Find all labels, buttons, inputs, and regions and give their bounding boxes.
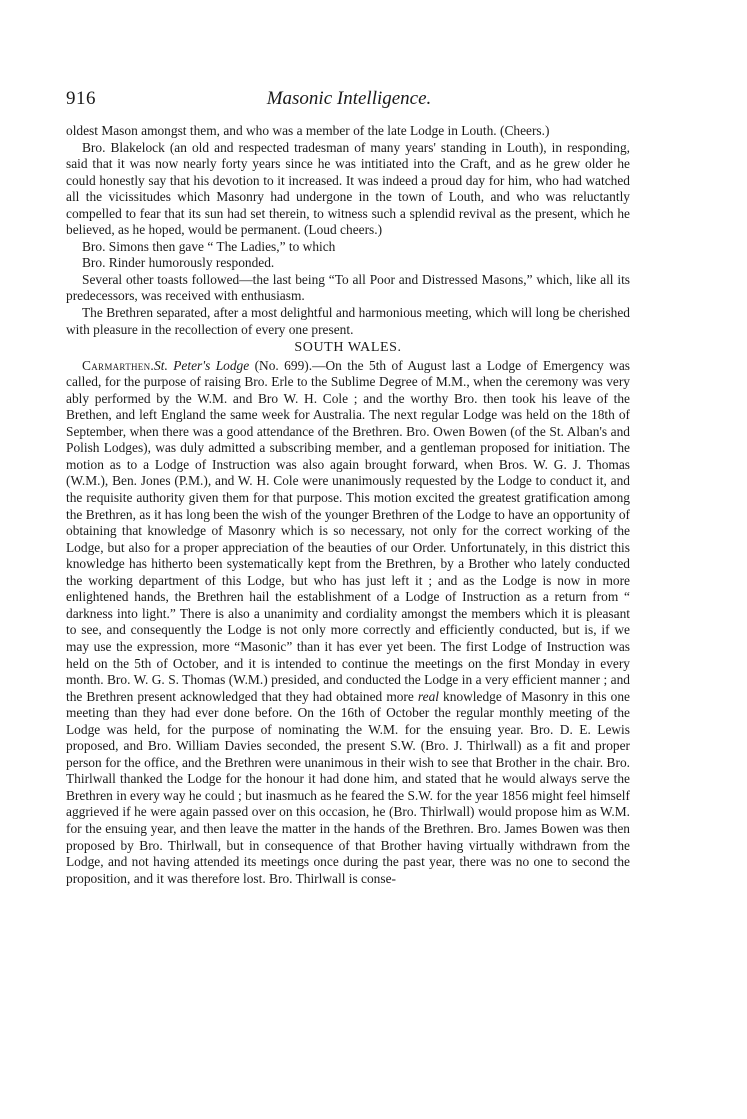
paragraph: Bro. Rinder humorously responded.: [82, 255, 275, 271]
lodge-name: St. Peter's Lodge: [154, 357, 250, 373]
emphasis-text: real: [417, 688, 439, 704]
section-text-end: knowledge of Masonry in this one meeting than they had ever done before. On the 16th of October the regular monthly meeting of the Lodge was held, for the purpose of nominating the W.M. for the ensuing year. Bro. D. E. Lewis proposed, and Bro. William Davies seconded, the present S.W. (Bro. J. Thirlwall) as a fit and proper person for the office, and the Brethren were unanimous in their wish to see that Brother in the chair. Bro. Thirlwall thanked the Lodge for the honour it had done him, and stated that he would always serve the Brethren in every way he could ; but inasmuch as he feared the S.W. for the year 1856 might feel himself aggrieved if he were again passed over on this occasion, he (Bro. Thirlwall) would propose him as W.M. for the ensuing year, and then leave the matter in the hands of the Brethren. Bro. James Bowen was then proposed by Bro. Thirlwall, but in consequence of that Brother having virtually withdrawn from the Lodge, and not having attended its meetings once during the past year, there was no one to second the proposition, and it was therefore lost. Bro. Thirlwall is conse-: [66, 688, 630, 886]
section-text: (No. 699).—On the 5th of August last a Lodge of Emergency was called, for the purpose of raising Bro. Erle to the Sublime Degree of M.M., when the ceremony was very ably performed by the W.M. and Bro W. H. Cole ; and the worthy Bro. then took his leave of the Brethen, and left England the same week for Australia. The next regular Lodge was held on the 18th of September, when there was a good attendance of the Brethren. Bro. Owen Bowen (of the St. Alban's and Polish Lodges), was duly admitted a subscribing member, and a gentleman proposed for initiation. The motion as to a Lodge of Instruction was also again brought forward, when Bros. W. G. J. Thomas (W.M.), Ben. Jones (P.M.), and W. H. Cole were unanimously requested by the Lodge to conduct it, and the requisite authority given them for that purpose. This motion excited the greatest gratification among the Brethren, as it has long been the wish of the younger Brethren of the Lodge to have an opportunity of obtaining that knowledge of Masonry which is so necessary, not only for the correct working of the Lodge, but also for a proper appreciation of the beauties of our Order. Unfortunately, in this district this knowledge has hitherto been systematically kept from the Brethren, by a Brother who lately conducted the working department of this Lodge, but who has just left it ; and as the Lodge is now in more enlightened hands, the Brethren hail the establishment of a Lodge of Instruction as a return from “ darkness into light.” There is also a unanimity and cordiality amongst the members which it is pleasant to see, and consequently the Lodge is not only more correctly and efficiently conducted, but is, if we may use the expression, more “Masonic” than it has ever yet been. The first Lodge of Instruction was held on the 5th of October, and it is intended to continue the meetings on the first Monday in every month. Bro. W. G. S. Thomas (W.M.) presided, and conducted the Lodge in a very efficient manner ; and the Brethren present acknowledged that they had obtained more: [66, 357, 630, 704]
paragraph: Bro. Blakelock (an old and respected tradesman of many years' standing in Louth), in responding, said that it was now nearly forty years since he was intitiated into the Craft, and as he grew older he could honestly say that his devotion to it increased. It was indeed a proud day for him, who had watched all the vicissitudes which Masonry had undergone in the town of Louth, and who was reluctantly compelled to fear that its sun had set therein, to witness such a splendid revival as the present, which he believed, as he hoped, would be permanent. (Loud cheers.): [66, 139, 630, 238]
paragraph: oldest Mason amongst them, and who was a member of the late Lodge in Louth. (Cheers.): [66, 123, 550, 138]
page-number: 916: [66, 88, 96, 109]
section-heading: SOUTH WALES.: [294, 340, 402, 356]
paragraph: The Brethren separated, after a most delightful and harmonious meeting, which will long be cherished with pleasure in the recollection of every one present.: [66, 305, 630, 337]
running-header: [66, 88, 632, 112]
running-title: Masonic Intelligence.: [266, 88, 432, 109]
place-name: Carmarthen.: [82, 357, 155, 373]
paragraph: Several other toasts followed—the last being “To all Poor and Distressed Masons,” which, like all its predecessors, was received with enthusiasm.: [66, 271, 630, 304]
article-body: [66, 123, 630, 887]
paragraph: Bro. Simons then gave “ The Ladies,” to which: [82, 238, 336, 254]
section-paragraph: [66, 358, 630, 888]
